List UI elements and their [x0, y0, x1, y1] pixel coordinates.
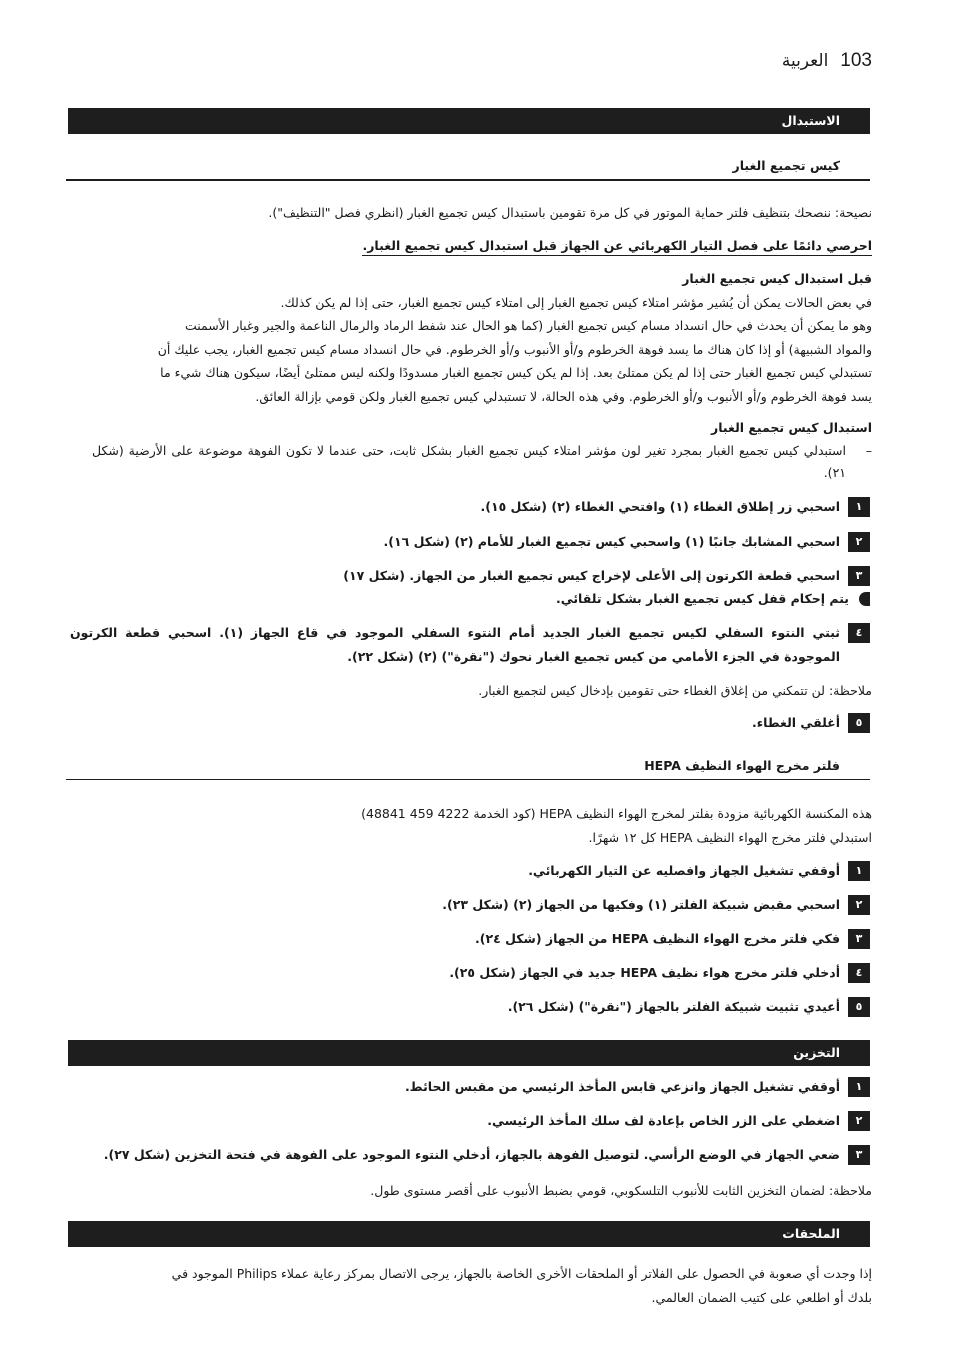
- step-text: أغلقي الغطاء.: [752, 715, 840, 730]
- section-bar-replacement: [68, 108, 870, 134]
- hepa-step-3: [70, 927, 870, 951]
- step-number: ٢: [848, 532, 870, 552]
- step-number: ١: [848, 497, 870, 517]
- before-title: قبل استبدال كيس تجميع الغبار: [682, 271, 872, 286]
- language-label: العربية: [781, 51, 829, 71]
- accessories-line-2: بلدك أو اطلعي على كتيب الضمان العالمي.: [651, 1290, 872, 1305]
- before-line-3: والمواد الشبيهة) أو إذا كان هناك ما يسد فوهة الخرطوم و/أو الأنبوب و/أو الخرطوم. في حال انسداد مسام كيس تجميع الغبار، يجب عليك أن: [157, 341, 872, 357]
- storage-step-2: [70, 1109, 870, 1133]
- warning-paragraph: [78, 234, 872, 258]
- hepa-step-2: [70, 893, 870, 917]
- step-text: اضغطي على الزر الخاص بإعادة لف سلك المأخذ الرئيسي.: [487, 1113, 840, 1128]
- before-line-4: تستبدلي كيس تجميع الغبار حتى إذا لم يكن ممتلئ بعد. إذا لم يكن كيس تجميع الغبار مسدودًا ولكنه ليس ممتلئ أيضًا، سيكون هناك شيء ما: [160, 365, 872, 380]
- before-line-5: يسد فوهة الخرطوم و/أو الأنبوب و/أو الخرطوم. وفي هذه الحالة، لا تستبدلي كيس تجميع الغبار ولكن قومي بإزالة العائق.: [255, 388, 872, 404]
- dust-step-2: [70, 530, 870, 554]
- step-number: ١: [848, 1077, 870, 1097]
- accessories-paragraph: [78, 1262, 872, 1310]
- hepa-intro: [78, 802, 872, 850]
- hepa-step-4: [70, 961, 870, 985]
- note-text: ملاحظة: لضمان التخزين الثابت للأنبوب التلسكوبي، قومي بضبط الأنبوب على أقصر مستوى طول.: [370, 1183, 872, 1198]
- dust-step-5: [70, 711, 870, 735]
- subheading-text: فلتر مخرج الهواء النظيف HEPA: [644, 758, 840, 773]
- note-paragraph: [78, 679, 872, 703]
- step-number: ٢: [848, 1111, 870, 1131]
- step-number: ٣: [848, 929, 870, 949]
- replace-title-block: [78, 416, 872, 440]
- section-title: التخزين: [793, 1045, 840, 1060]
- result-marker-icon: [859, 592, 870, 606]
- replace-title: استبدال كيس تجميع الغبار: [711, 420, 872, 435]
- hepa-step-1: [70, 859, 870, 883]
- step-3-result: [78, 588, 870, 610]
- subheading-text: كيس تجميع الغبار: [732, 158, 840, 173]
- accessories-line-1: إذا وجدت أي صعوبة في الحصول على الفلاتر أو الملحقات الأخرى الخاصة بالجهاز، يرجى الاتصال بمركز رعاية عملاء Philips الموجود في: [171, 1266, 872, 1281]
- step-text: اسحبي زر إطلاق الغطاء (١) وافتحي الغطاء (٢) (شكل ١٥).: [480, 499, 840, 514]
- step-number: ٣: [848, 1145, 870, 1165]
- step-text: ضعي الجهاز في الوضع الرأسي. لتوصيل الفوهة بالجهاز، أدخلي النتوء الموجود على الفوهة في فتحة التخزين (شكل ٢٧).: [103, 1147, 840, 1162]
- hepa-intro-line-1: هذه المكنسة الكهربائية مزودة بفلتر لمخرج الهواء النظيف HEPA (كود الخدمة 4222 459 48841): [361, 806, 872, 821]
- storage-note: [78, 1179, 872, 1203]
- before-line-2: وهو ما يمكن أن يحدث في حال انسداد مسام كيس تجميع الغبار (كما هو الحال عند شفط الرماد والرمال الناعمة والجير وغبار الأسمنت: [184, 318, 872, 333]
- hepa-step-5: [70, 995, 870, 1019]
- step-text: فكي فلتر مخرج الهواء النظيف HEPA من الجهاز (شكل ٢٤).: [475, 931, 840, 946]
- dust-step-3: [70, 564, 870, 588]
- step-text: أوقفي تشغيل الجهاز وافصليه عن التيار الكهربائي.: [528, 863, 840, 878]
- replace-list-item: [92, 440, 872, 484]
- section-bar-storage: [68, 1040, 870, 1066]
- tip-text: نصيحة: ننصحك بتنظيف فلتر حماية الموتور في كل مرة تقومين باستبدال كيس تجميع الغبار (انظري فصل "التنظيف").: [268, 205, 872, 220]
- tip-paragraph: [78, 201, 872, 225]
- hepa-intro-line-2: استبدلي فلتر مخرج الهواء النظيف HEPA كل ١٢ شهرًا.: [588, 830, 872, 845]
- section-title: الملحقات: [782, 1226, 840, 1241]
- dust-step-4: [70, 621, 870, 669]
- note-text: ملاحظة: لن تتمكني من إغلاق الغطاء حتى تقومين بإدخال كيس لتجميع الغبار.: [478, 683, 872, 698]
- dash-bullet: –: [865, 443, 872, 458]
- storage-step-1: [70, 1075, 870, 1099]
- step-number: ٣: [848, 566, 870, 586]
- replace-item-text: استبدلي كيس تجميع الغبار بمجرد تغير لون مؤشر امتلاء كيس تجميع الغبار بشكل ثابت، حتى عندما لا تكون الفوهة موضوعة على الأرضية (شكل ٢١).: [92, 443, 846, 480]
- step-text: أعيدي تثبيت شبيكة الفلتر بالجهاز ("نقرة") (شكل ٢٦).: [507, 999, 840, 1014]
- step-number: ٥: [848, 713, 870, 733]
- result-text: يتم إحكام قفل كيس تجميع الغبار بشكل تلقائي.: [555, 591, 849, 606]
- step-text: ثبتي النتوء السفلي لكيس تجميع الغبار الجديد أمام النتوء السفلي الموجود في قاع الجهاز (١). اسحبي قطعة الكرتون الموجودة في الجزء الأمامي من كيس تجميع الغبار نحوك ("نقرة") (٢) (شكل ٢٢).: [70, 625, 840, 664]
- step-number: ٤: [848, 963, 870, 983]
- subheading-dust-bag: [66, 158, 870, 181]
- step-number: ٤: [848, 623, 870, 643]
- step-text: أوقفي تشغيل الجهاز وانزعي قابس المأخذ الرئيسي من مقبس الحائط.: [404, 1079, 840, 1094]
- section-title: الاستبدال: [781, 113, 840, 128]
- before-line-1: في بعض الحالات يمكن أن يُشير مؤشر امتلاء كيس تجميع الغبار إلى امتلاء كيس تجميع الغبار، حتى إذا لم يكن كذلك.: [280, 294, 872, 310]
- section-bar-accessories: [68, 1221, 870, 1247]
- step-text: اسحبي مقبض شبيكة الفلتر (١) وفكيها من الجهاز (٢) (شكل ٢٣).: [442, 897, 840, 912]
- page-header: [782, 50, 872, 72]
- step-text: اسحبي المشابك جانبًا (١) واسحبي كيس تجميع الغبار للأمام (٢) (شكل ١٦).: [383, 534, 840, 549]
- dust-step-1: [70, 495, 870, 519]
- before-replacing-block: [78, 267, 872, 408]
- step-number: ٢: [848, 895, 870, 915]
- warning-text: احرصي دائمًا على فصل التيار الكهربائي عن الجهاز قبل استبدال كيس تجميع الغبار.: [362, 238, 872, 256]
- step-number: ١: [848, 861, 870, 881]
- storage-step-3: [70, 1143, 870, 1167]
- step-text: اسحبي قطعة الكرتون إلى الأعلى لإخراج كيس تجميع الغبار من الجهاز. (شكل ١٧): [343, 568, 840, 583]
- step-text: أدخلي فلتر مخرج هواء نظيف HEPA جديد في الجهاز (شكل ٢٥).: [449, 965, 840, 980]
- page-number: 103: [840, 50, 872, 71]
- subheading-hepa: [66, 758, 870, 780]
- step-number: ٥: [848, 997, 870, 1017]
